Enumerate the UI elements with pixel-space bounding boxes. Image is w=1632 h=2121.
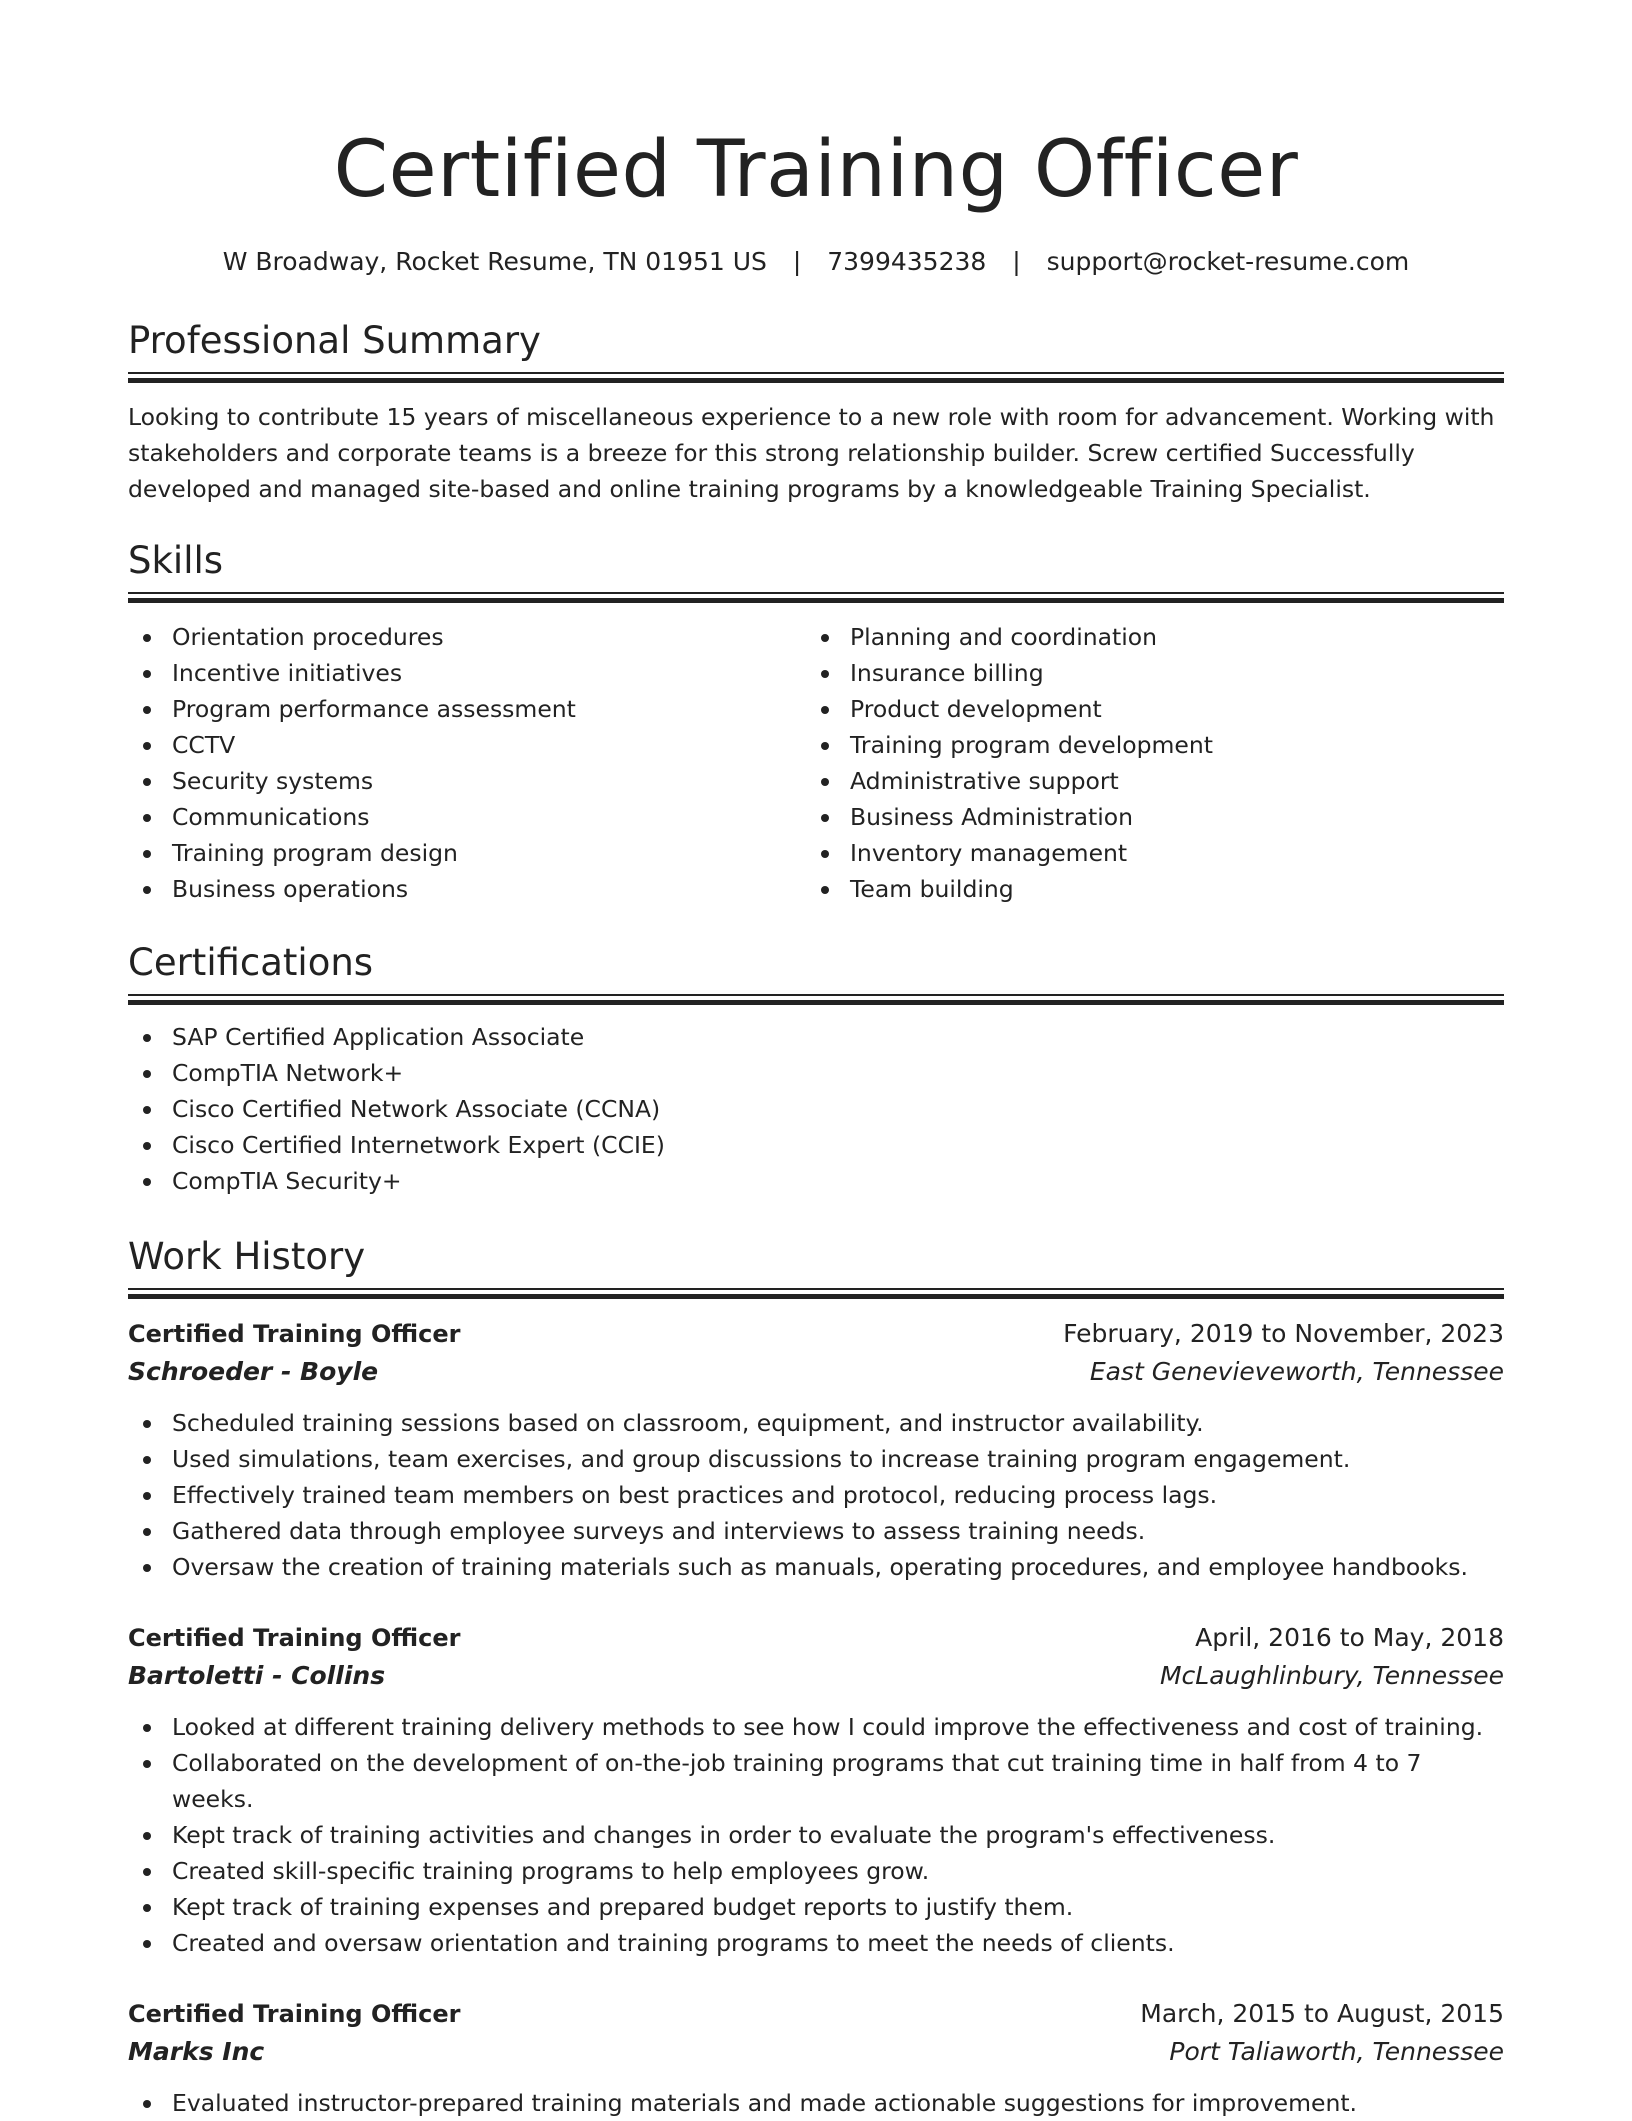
skills-section: [128, 538, 1504, 907]
job-bullet: Used simulations, team exercises, and group discussions to increase training program engagement.: [128, 1441, 1504, 1477]
certification-item: CompTIA Network+: [128, 1055, 1504, 1091]
job-bullet: Kept track of training activities and changes in order to evaluate the program's effectiveness.: [128, 1817, 1504, 1853]
certifications-section: [128, 940, 1504, 1199]
contact-separator: |: [792, 247, 802, 276]
job-bullets: [128, 1405, 1504, 1585]
job-bullet: Created skill-specific training programs to help employees grow.: [128, 1853, 1504, 1889]
skill-item: Security systems: [128, 763, 806, 799]
job-title: Certified Training Officer: [128, 2000, 461, 2028]
skill-item: Product development: [806, 691, 1484, 727]
summary-section: [128, 318, 1504, 507]
job-bullet: Looked at different training delivery methods to see how I could improve the effectiveness and cost of training.: [128, 1709, 1504, 1745]
section-divider: [128, 994, 1504, 1005]
skill-item: Incentive initiatives: [128, 655, 806, 691]
summary-text: Looking to contribute 15 years of miscellaneous experience to a new role with room for advancement. Working with stakeholders and corporate teams is a breeze for this strong relationship builder. Screw certified Successfully developed and managed site-based and online training programs by a knowledgeable Training Specialist.: [128, 403, 1495, 503]
job-location: McLaughlinbury, Tennessee: [1159, 1661, 1504, 1690]
job-dates: April, 2016 to May, 2018: [1195, 1623, 1504, 1652]
job-location: East Genevieveworth, Tennessee: [1089, 1357, 1504, 1386]
contact-separator: |: [1012, 247, 1021, 276]
section-title-summary: Professional Summary: [128, 319, 541, 362]
skill-item: Insurance billing: [806, 655, 1484, 691]
section-divider: [128, 592, 1504, 603]
job-dates: March, 2015 to August, 2015: [1140, 1999, 1504, 2028]
skill-item: Communications: [128, 799, 806, 835]
job-title: Certified Training Officer: [128, 1320, 461, 1348]
skills-list-left: [128, 619, 806, 907]
skill-item: Training program design: [128, 835, 806, 871]
job-bullet: Gathered data through employee surveys and interviews to assess training needs.: [128, 1513, 1504, 1549]
job-entry: [128, 1619, 1504, 1961]
skill-item: Administrative support: [806, 763, 1484, 799]
job-location: Port Taliaworth, Tennessee: [1169, 2037, 1504, 2066]
contact-email: support@rocket-resume.com: [1046, 247, 1410, 276]
job-company: Bartoletti - Collins: [128, 1661, 386, 1690]
section-title-work-history: Work History: [128, 1235, 366, 1278]
job-entry: [128, 1315, 1504, 1585]
contact-address: W Broadway, Rocket Resume, TN 01951 US: [222, 247, 767, 276]
work-history-section: [128, 1234, 1504, 2121]
job-entry: [128, 1995, 1504, 2121]
job-company: Schroeder - Boyle: [128, 1357, 379, 1386]
resume-name: Certified Training Officer: [333, 125, 1299, 215]
section-divider: [128, 1288, 1504, 1299]
job-dates: February, 2019 to November, 2023: [1063, 1319, 1504, 1348]
certification-item: Cisco Certified Network Associate (CCNA): [128, 1091, 1504, 1127]
skill-item: Business Administration: [806, 799, 1484, 835]
skills-list-right: [806, 619, 1484, 907]
skill-item: Business operations: [128, 871, 806, 907]
contact-line: [128, 245, 1504, 279]
skill-item: Training program development: [806, 727, 1484, 763]
job-bullet: Effectively trained team members on best practices and protocol, reducing process lags.: [128, 1477, 1504, 1513]
certification-item: SAP Certified Application Associate: [128, 1019, 1504, 1055]
job-company: Marks Inc: [128, 2037, 265, 2066]
skill-item: Orientation procedures: [128, 619, 806, 655]
section-title-certifications: Certifications: [128, 941, 374, 984]
certifications-list: [128, 1019, 1504, 1199]
job-bullet: Scheduled training sessions based on classroom, equipment, and instructor availability.: [128, 1405, 1504, 1441]
resume-page: [128, 0, 1504, 2117]
job-title: Certified Training Officer: [128, 1624, 461, 1652]
skill-item: Planning and coordination: [806, 619, 1484, 655]
job-bullet: Kept track of training expenses and prepared budget reports to justify them.: [128, 1889, 1504, 1925]
certification-item: CompTIA Security+: [128, 1163, 1504, 1199]
job-bullet: Oversaw the creation of training materials such as manuals, operating procedures, and employee handbooks.: [128, 1549, 1504, 1585]
section-title-skills: Skills: [128, 539, 224, 582]
job-bullet: Collaborated on the development of on-the-job training programs that cut training time in half from 4 to 7 weeks.: [128, 1745, 1504, 1817]
skill-item: Program performance assessment: [128, 691, 806, 727]
job-bullet: Evaluated instructor-prepared training materials and made actionable suggestions for improvement.: [128, 2085, 1504, 2121]
skills-columns: [128, 619, 1504, 907]
job-bullets: [128, 1709, 1504, 1961]
certification-item: Cisco Certified Internetwork Expert (CCIE): [128, 1127, 1504, 1163]
skill-item: CCTV: [128, 727, 806, 763]
skill-item: Team building: [806, 871, 1484, 907]
job-bullet: Created and oversaw orientation and training programs to meet the needs of clients.: [128, 1925, 1504, 1961]
skill-item: Inventory management: [806, 835, 1484, 871]
section-divider: [128, 372, 1504, 383]
contact-phone: 7399435238: [827, 247, 987, 276]
job-bullets: [128, 2085, 1504, 2121]
